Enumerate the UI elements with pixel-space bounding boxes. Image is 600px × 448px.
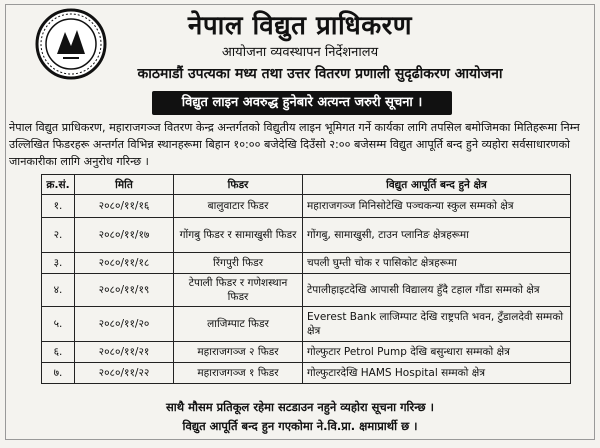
notice [5,4,595,440]
row-serial: ५. [42,307,75,342]
header-serial: क्र.सं. [42,175,75,195]
row-area: गोल्फुटार Petrol Pump देखि बसुन्धारा सम्मको क्षेत्र [303,342,571,363]
notice-banner: विद्युत लाइन अवरुद्ध हुनेबारे अत्यन्त जरुरी सूचना । [152,91,452,115]
row-feeder: टेपाली फिडर र गणेशस्थान फिडर [174,274,303,307]
table-row [42,274,571,307]
table-row [42,342,571,363]
row-serial: ४. [42,274,75,307]
outage-table [41,174,571,384]
row-date: २०८०/११/२२ [75,363,174,384]
row-feeder: लाजिम्पाट फिडर [174,307,303,342]
header-feeder: फिडर [174,175,303,195]
table-row [42,195,571,218]
row-area: टेपालीहाइटदेखि आपासी विद्यालय हुँदै टहाल गौंडा सम्मको क्षेत्र [303,274,571,307]
footer-weather-note: साथै मौसम प्रतिकूल रहेमा सटडाउन नहुने व्यहोरा सूचना गरिन्छ । [166,400,434,414]
header [5,4,595,92]
header-area: विद्युत आपूर्ति बन्द हुने क्षेत्र [303,175,571,195]
row-area: चपली घुम्ती चोक र पासिकोट क्षेत्रहरूमा [303,253,571,274]
row-area: महाराजगञ्ज मिनिसोटेखि पञ्चकन्या स्कुल सम्मको क्षेत्र [303,195,571,218]
header-date: मिति [75,175,174,195]
row-area: Everest Bank लाजिम्पाट देखि राष्ट्रपति भवन, टुँडालदेवी सम्मको क्षेत्र [303,307,571,342]
row-serial: ३. [42,253,75,274]
row-area: गोंगबु, सामाखुसी, टाउन प्लानिङ क्षेत्रहरूमा [303,218,571,253]
row-date: २०८०/११/२० [75,307,174,342]
footer [5,398,595,436]
row-serial: ७. [42,363,75,384]
row-area: गोल्फुटारदेखि HAMS Hospital सम्मको क्षेत्र [303,363,571,384]
project-name: काठमाडौं उपत्यका मध्य तथा उत्तर वितरण प्रणाली सुदृढीकरण आयोजना [137,66,503,82]
table-row [42,253,571,274]
row-feeder: महाराजगञ्ज १ फिडर [174,363,303,384]
footer-apology: विद्युत आपूर्ति बन्द हुन गएकोमा ने.वि.प्रा. क्षमाप्रार्थी छ । [182,419,418,433]
row-serial: ६. [42,342,75,363]
directorate-subtitle: आयोजना व्यवस्थापन निर्देशनालय [221,45,379,60]
row-feeder: रिंगपुरी फिडर [174,253,303,274]
row-date: २०८०/११/१९ [75,274,174,307]
table-row [42,307,571,342]
row-date: २०८०/११/२१ [75,342,174,363]
row-feeder: गोंगबु फिडर र सामाखुसी फिडर [174,218,303,253]
row-date: २०८०/११/१७ [75,218,174,253]
intro-paragraph: नेपाल विद्युत प्राधिकरण, महाराजगञ्ज वितरण केन्द्र अन्तर्गतको विद्युतीय लाइन भूमिगत गर्ने कार्यका लागि तपसिल बमोजिमका मितिहरूमा निम्न उल्लिखित फिडरहरू अन्तर्गत विभिन्न स्थानहरूमा बिहान १०:०० बजेदेखि दिउँसो २:०० बजेसम्म विद्युत आपूर्ति बन्द हुने व्यहोरा सर्वसाधारणको जानकारीका लागि अनुरोध गरिन्छ । [9,121,580,168]
row-date: २०८०/११/१६ [75,195,174,218]
org-title: नेपाल विद्युत प्राधिकरण [187,11,413,41]
row-serial: १. [42,195,75,218]
table-row [42,218,571,253]
row-date: २०८०/११/१८ [75,253,174,274]
table-row [42,363,571,384]
table-header-row [42,175,571,195]
row-serial: २. [42,218,75,253]
row-feeder: महाराजगञ्ज २ फिडर [174,342,303,363]
row-feeder: बालुवाटार फिडर [174,195,303,218]
